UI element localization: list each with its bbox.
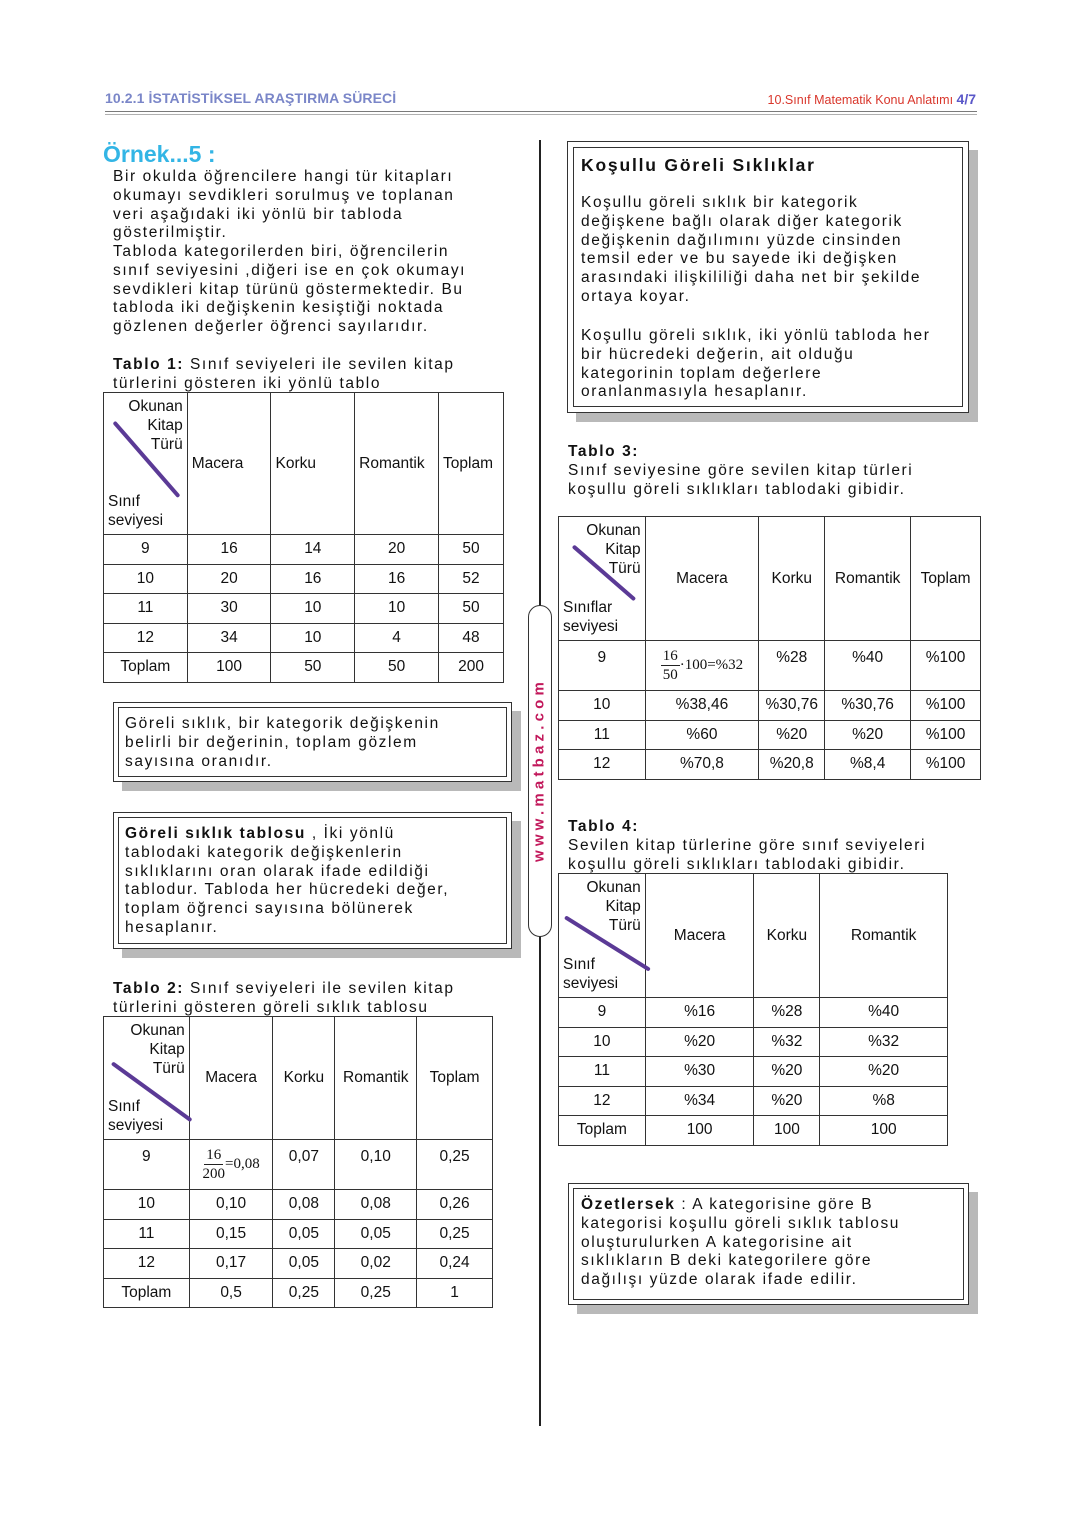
- table-cell: 30: [187, 594, 271, 624]
- table4-header-cell: Macera: [645, 874, 754, 998]
- table-row: [559, 998, 948, 1028]
- table-cell: 100: [645, 1116, 754, 1146]
- table2-header-cell: Toplam: [417, 1017, 493, 1140]
- table-cell: 52: [439, 564, 504, 594]
- table-row: [104, 594, 504, 624]
- table-cell: 0,25: [417, 1219, 493, 1249]
- fraction-denominator: 50: [662, 667, 678, 683]
- example-title: Örnek...5 :: [103, 141, 216, 167]
- table-row: [104, 535, 504, 565]
- fraction: [202, 1146, 225, 1183]
- table-cell: 50: [439, 535, 504, 565]
- table-row: [559, 1057, 948, 1087]
- table-cell: %30: [645, 1057, 754, 1087]
- table-cell: 16: [187, 535, 271, 565]
- table-cell: %100: [911, 750, 981, 780]
- course-title-text: 10.Sınıf Matematik Konu Anlatımı: [767, 93, 957, 107]
- table-cell: 9: [559, 998, 646, 1028]
- table-cell: %20: [754, 1086, 820, 1116]
- table-cell: 34: [187, 623, 271, 653]
- table-cell: 10: [271, 594, 355, 624]
- table1-header-cell: Romantik: [355, 393, 439, 535]
- table-cell: 0,05: [273, 1249, 335, 1279]
- table1: [103, 392, 504, 683]
- table-cell: 0,08: [335, 1190, 417, 1220]
- table4-header-cell: Romantik: [820, 874, 948, 998]
- table4-corner-cell: [559, 874, 646, 998]
- example-paragraph-1: Bir okulda öğrencilere hangi tür kitapları okumayı sevdikleri sorulmuş ve toplanan veri aşağıdaki iki yönlü bir tabloda gösterilmiştir.: [113, 168, 455, 242]
- table-cell: 0,08: [273, 1190, 335, 1220]
- table1-header-cell: Macera: [187, 393, 271, 535]
- table-cell: %60: [645, 720, 759, 750]
- example-paragraph-2: Tabloda kategorilerden biri, öğrencilerin sınıf seviyesini ,diğeri ise en çok okumayı sevdikleri kitap türünü göstermektedir. Bu tabloda iki değişkenin kesiştiği noktada gözlenen değerler öğrenci sayılarıdır.: [113, 243, 467, 336]
- table-cell: 12: [559, 750, 646, 780]
- table3-corner-bottom: Sınıflar seviyesi: [563, 599, 619, 635]
- table-cell: %8,4: [825, 750, 911, 780]
- section-title: 10.2.1 İSTATİSTİKSEL ARAŞTIRMA SÜRECİ: [105, 90, 397, 106]
- table-cell: 0,07: [273, 1140, 335, 1190]
- table-row: [559, 720, 981, 750]
- table-row: [559, 750, 981, 780]
- table-cell: 0,10: [335, 1140, 417, 1190]
- table-cell: %38,46: [645, 691, 759, 721]
- table-row: [104, 1140, 493, 1190]
- fraction-numerator: 16: [206, 1147, 222, 1163]
- table2-caption-text: Sınıf seviyeleri ile sevilen kitap türlerini gösteren göreli sıklık tablosu: [113, 980, 455, 1016]
- table3-header-cell: Toplam: [911, 517, 981, 641]
- table2-header-cell: Korku: [273, 1017, 335, 1140]
- table4: [558, 873, 948, 1146]
- table-cell: 20: [355, 535, 439, 565]
- table2-header-cell: Romantik: [335, 1017, 417, 1140]
- table1-caption: [113, 356, 533, 394]
- table-cell: 50: [271, 653, 355, 683]
- table-row: [104, 1249, 493, 1279]
- table4-label: Tablo 4:: [568, 818, 640, 835]
- table-cell: 9: [104, 535, 188, 565]
- table-cell: %20: [754, 1057, 820, 1087]
- table-cell: 100: [754, 1116, 820, 1146]
- definition-text: Göreli sıklık, bir kategorik değişkenin belirli bir değerinin, toplam gözlem sayısına oranıdır.: [125, 715, 440, 770]
- table-cell: 0,17: [189, 1249, 273, 1279]
- table-cell: %100: [911, 641, 981, 691]
- table1-caption-text: Sınıf seviyeleri ile sevilen kitap türlerini gösteren iki yönlü tablo: [113, 356, 455, 392]
- table1-corner-bottom: Sınıf seviyesi: [108, 493, 164, 529]
- table-cell: %20,8: [759, 750, 825, 780]
- fraction-denominator: 200: [202, 1166, 225, 1182]
- course-title: [768, 91, 976, 107]
- table-cell: %28: [759, 641, 825, 691]
- summary-box: [568, 1183, 969, 1305]
- table-cell: 12: [104, 1249, 190, 1279]
- table-cell: %34: [645, 1086, 754, 1116]
- table-row-total: [104, 653, 504, 683]
- table-cell: 14: [271, 535, 355, 565]
- table-cell: 100: [820, 1116, 948, 1146]
- table-row: [559, 1027, 948, 1057]
- table-cell: %40: [820, 998, 948, 1028]
- table2-corner-bottom: Sınıf seviyesi: [108, 1098, 164, 1134]
- table-row: [104, 1219, 493, 1249]
- fraction-numerator: 16: [662, 648, 678, 664]
- table-cell: %28: [754, 998, 820, 1028]
- table-cell: Toplam: [104, 653, 188, 683]
- table-cell: %30,76: [759, 691, 825, 721]
- table-cell: 50: [439, 594, 504, 624]
- table-cell: 11: [559, 1057, 646, 1087]
- definition-body: , İki yönlü tablodaki kategorik değişkenlerin sıklıklarını oran olarak ifade edildiği tablodur. Tabloda her hücredeki değer, toplam öğrenci sayısına bölünerek hesaplanır.: [125, 825, 450, 936]
- definition-text: [125, 825, 449, 938]
- table-row: [104, 1190, 493, 1220]
- table-cell: 11: [104, 594, 188, 624]
- table2-corner-cell: [104, 1017, 190, 1140]
- table-cell: 50: [355, 653, 439, 683]
- table-cell: %8: [820, 1086, 948, 1116]
- table-cell: %70,8: [645, 750, 759, 780]
- table-cell: 12: [559, 1086, 646, 1116]
- fraction-cell: [189, 1140, 273, 1190]
- table4-caption-text: Sevilen kitap türlerine göre sınıf seviyeleri koşullu göreli sıklıkları tablodaki gibidir.: [568, 836, 927, 873]
- table1-header-cell: Korku: [271, 393, 355, 535]
- summary-body: : A kategorisine göre B kategorisi koşullu göreli sıklık tablosu oluşturulurken A kategorisine ait sıklıkların B deki kategorilere göre dağılışı yüzde olarak ifade edilir.: [581, 1196, 901, 1289]
- table1-label: Tablo 1:: [113, 356, 185, 373]
- table2: [103, 1016, 493, 1308]
- table-row-total: [559, 1116, 948, 1146]
- table3-caption-text: Sınıf seviyesine göre sevilen kitap türleri koşullu göreli sıklıkları tablodaki gibidir.: [568, 461, 914, 498]
- table-row: [104, 623, 504, 653]
- definition-term: Göreli sıklık tablosu: [125, 825, 306, 842]
- table-cell: 48: [439, 623, 504, 653]
- table-cell: %20: [759, 720, 825, 750]
- table2-header-cell: Macera: [189, 1017, 273, 1140]
- table-cell: %20: [825, 720, 911, 750]
- table-cell: 200: [439, 653, 504, 683]
- table-row: [559, 1086, 948, 1116]
- table-cell: 0,25: [335, 1278, 417, 1308]
- summary-term: Özetlersek: [581, 1196, 676, 1213]
- table-cell: 10: [559, 1027, 646, 1057]
- table-cell: 0,10: [189, 1190, 273, 1220]
- table3-caption: [568, 443, 988, 499]
- table3-label: Tablo 3:: [568, 443, 640, 460]
- table-cell: 20: [187, 564, 271, 594]
- conditional-frequency-box: [567, 141, 969, 413]
- table-cell: 10: [104, 1190, 190, 1220]
- table2-corner-top: Okunan Kitap Türü: [130, 1022, 185, 1077]
- table1-corner-top: Okunan Kitap Türü: [128, 398, 183, 453]
- table3-header-cell: Romantik: [825, 517, 911, 641]
- table-cell: Toplam: [104, 1278, 190, 1308]
- table-cell: 10: [104, 564, 188, 594]
- table-cell: 0,25: [417, 1140, 493, 1190]
- summary-text: [581, 1196, 900, 1290]
- table4-corner-bottom: Sınıf seviyesi: [563, 956, 619, 992]
- definition-box-relative-table: [113, 812, 512, 949]
- table-cell: 0,02: [335, 1249, 417, 1279]
- table-row: [559, 691, 981, 721]
- table-cell: 4: [355, 623, 439, 653]
- table-cell: 0,26: [417, 1190, 493, 1220]
- table-cell: 10: [559, 691, 646, 721]
- table-cell: 0,15: [189, 1219, 273, 1249]
- table4-caption: [568, 818, 988, 874]
- fraction-cell: [645, 641, 759, 691]
- table-cell: 16: [355, 564, 439, 594]
- table-cell: 10: [271, 623, 355, 653]
- table3: [558, 516, 981, 780]
- table-cell: 0,05: [273, 1219, 335, 1249]
- definition-box-relative-frequency: [113, 702, 512, 782]
- table-cell: 10: [355, 594, 439, 624]
- table4-header-cell: Korku: [754, 874, 820, 998]
- table-cell: 1: [417, 1278, 493, 1308]
- table-cell: 16: [271, 564, 355, 594]
- table3-header-cell: Korku: [759, 517, 825, 641]
- table3-corner-top: Okunan Kitap Türü: [586, 522, 641, 577]
- box-paragraph-1: Koşullu göreli sıklık bir kategorik değişkene bağlı olarak diğer kategorik değişkenin dağılımını yüzde cinsinden temsil eder ve bu sayede iki değişken arasındaki ilişkililiği daha net bir şekilde ortaya koyar.: [581, 194, 922, 305]
- table3-corner-cell: [559, 517, 646, 641]
- table-cell: 9: [104, 1140, 190, 1190]
- table-row: [559, 641, 981, 691]
- table-row-total: [104, 1278, 493, 1308]
- table-cell: %100: [911, 720, 981, 750]
- box-title: Koşullu Göreli Sıklıklar: [581, 155, 816, 175]
- table-cell: 0,5: [189, 1278, 273, 1308]
- table-cell: 0,05: [335, 1219, 417, 1249]
- table2-caption: [113, 980, 533, 1018]
- table-row: [104, 564, 504, 594]
- table3-header-cell: Macera: [645, 517, 759, 641]
- table-cell: %30,76: [825, 691, 911, 721]
- table2-label: Tablo 2:: [113, 980, 185, 997]
- table-cell: %16: [645, 998, 754, 1028]
- table-cell: 100: [187, 653, 271, 683]
- table-cell: %100: [911, 691, 981, 721]
- watermark: www.matbaz.com: [530, 677, 548, 863]
- header-rule-secondary: [105, 114, 977, 115]
- header-rule: [105, 111, 977, 112]
- fraction-result: =0,08: [224, 1156, 260, 1172]
- fraction: [661, 647, 680, 684]
- table-cell: Toplam: [559, 1116, 646, 1146]
- table-cell: %32: [820, 1027, 948, 1057]
- table1-corner-cell: [104, 393, 188, 535]
- box-paragraph-2: Koşullu göreli sıklık, iki yönlü tabloda her bir hücredeki değerin, ait olduğu kategorinin toplam değerlere oranlanmasıyla hesaplanır.: [581, 327, 931, 401]
- table1-header-cell: Toplam: [439, 393, 504, 535]
- table-cell: 11: [559, 720, 646, 750]
- table-cell: 0,24: [417, 1249, 493, 1279]
- table-cell: 9: [559, 641, 646, 691]
- table-cell: 11: [104, 1219, 190, 1249]
- table-cell: 12: [104, 623, 188, 653]
- table-cell: %20: [820, 1057, 948, 1087]
- table-cell: %20: [645, 1027, 754, 1057]
- table-cell: %40: [825, 641, 911, 691]
- fraction-result: ·100=%32: [679, 657, 744, 673]
- table-cell: %32: [754, 1027, 820, 1057]
- table4-corner-top: Okunan Kitap Türü: [586, 879, 641, 934]
- page-number: 4/7: [956, 91, 976, 107]
- table-cell: 0,25: [273, 1278, 335, 1308]
